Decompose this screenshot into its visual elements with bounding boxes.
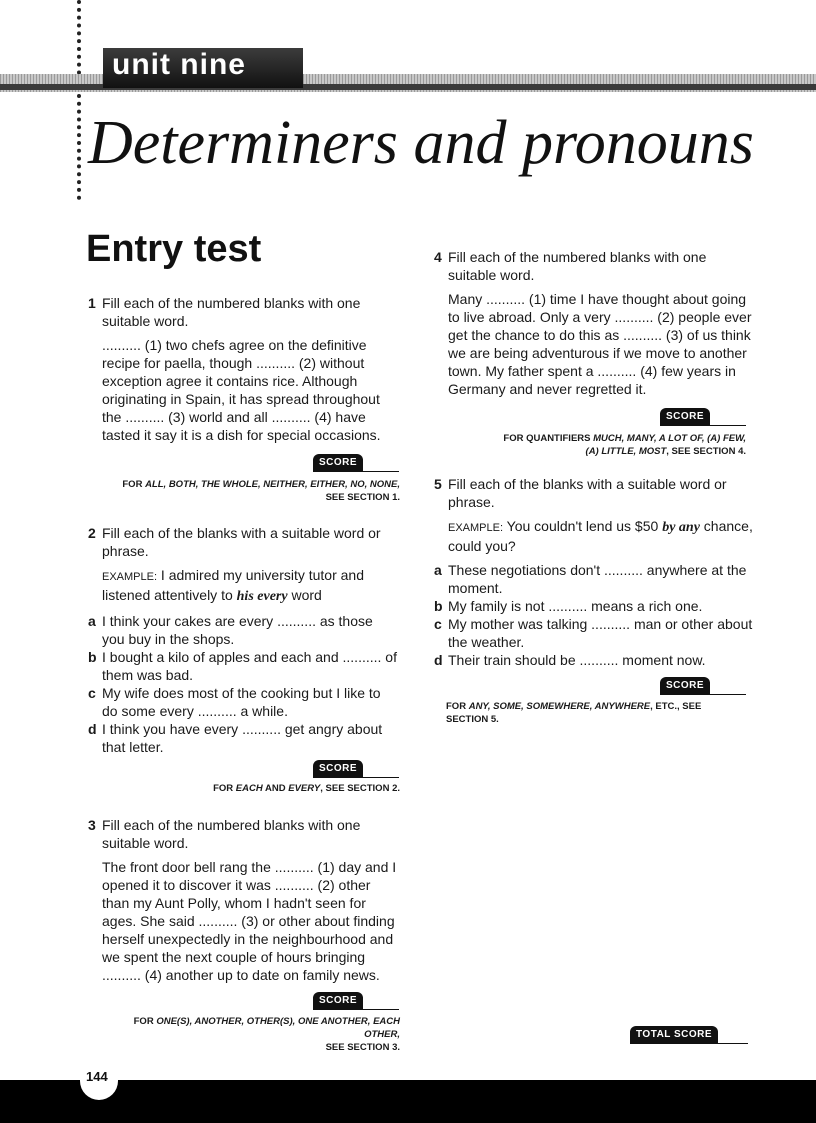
ref-terms: ALL, BOTH, THE WHOLE, NEITHER, EITHER, NO, NONE, [145,479,400,490]
unit-label: unit nine [112,48,246,78]
question-instruction: Fill each of the numbered blanks with one suitable word. [102,295,361,329]
score-line [630,1043,748,1044]
ref-terms: MUCH, MANY, A LOT OF, (A) FEW, [593,433,746,444]
question-instruction: Fill each of the numbered blanks with one suitable word. [102,817,361,851]
question-number: 3 [88,817,96,833]
question-text: Many .......... (1) time I have thought about going to live abroad. Only a very .......... (2) people ever get the chance to do this as .......... (3) of us think we are being adventurous if we move to another town. My father spent a .......... (4) few years in Germany and never regretted it. [448,291,752,397]
score-label: SCORE [313,454,363,471]
list-item [434,561,754,597]
question-number: 2 [88,525,96,541]
item-text: My wife does most of the cooking but I like to do some every .......... a while. [102,685,381,719]
ref-tail: , SEE SECTION 2. [320,783,400,794]
score-label: SCORE [660,408,710,425]
example-text: I admired my university tutor and listened attentively to [102,567,365,603]
example-end: chance, could you? [448,518,753,554]
list-item [88,612,398,648]
score-line [313,471,399,472]
score-label: SCORE [313,760,363,777]
ref-tail: SEE SECTION 1. [325,492,400,503]
item-text: These negotiations don't .......... anywhere at the moment. [448,562,747,596]
question-number: 4 [434,249,442,265]
item-letter: a [88,613,96,629]
item-text: My family is not .......... means a rich one. [448,598,703,614]
ref-mid: AND [262,783,289,794]
example-answer: his every [236,589,288,604]
item-text: I bought a kilo of apples and each and .......... of them was bad. [102,649,397,683]
question-example [102,566,398,606]
score-line [313,777,399,778]
item-letter: d [434,652,443,668]
entry-test-title: Entry test [86,228,262,270]
score-box-4 [660,406,746,426]
question-text: .......... (1) two chefs agree on the definitive recipe for paella, though .......... (2) without exception agree it contains rice. Although originating in Spain, it has spread throughout the .......... (3) world and all .......... (4) have tasted it say it is a dish for special occasions. [102,337,381,443]
ref-terms: ANY, SOME, SOMEWHERE, ANYWHERE [468,701,651,712]
example-label: EXAMPLE: [102,571,158,583]
total-score-box [630,1024,748,1044]
ref-terms: EACH [235,783,263,794]
chapter-title: Determiners and pronouns [88,109,754,177]
ref-tail: SEE SECTION 3. [325,1042,400,1053]
list-item [88,684,398,720]
item-letter: b [434,598,443,614]
total-score-label: TOTAL SCORE [630,1026,718,1043]
ref-lead: FOR [446,701,469,712]
score-line [660,425,746,426]
item-letter: c [88,685,96,701]
question-text: The front door bell rang the .......... (1) day and I opened it to discover it was .......... (2) other than my Aunt Polly, whom I hadn't seen for ages. She said .......... (3) or other about finding herself unexpectedly in the neighbourhood and we spent the next couple of hours bringing .......... (4) another up to date on family news. [102,859,397,983]
list-item [434,615,754,651]
item-letter: d [88,721,97,737]
ref-tail: , ETC., SEE SECTION 5. [446,701,702,725]
question-2 [88,524,398,756]
ref-lead: FOR [133,1016,157,1027]
question-instruction: Fill each of the blanks with a suitable word or phrase. [102,525,381,559]
page-number: 144 [86,1069,108,1084]
ref-terms: EVERY [288,783,321,794]
score-label: SCORE [660,677,710,694]
score-box-1 [313,452,399,472]
score-box-5 [660,675,746,695]
footer-bar [0,1080,816,1123]
question-4 [434,248,754,404]
section-reference-4 [470,432,746,458]
question-5 [434,475,754,669]
section-reference-3 [100,1015,400,1054]
question-instruction: Fill each of the numbered blanks with one suitable word. [448,249,707,283]
ref-lead: FOR [122,479,146,490]
item-letter: b [88,649,97,665]
example-label: EXAMPLE: [448,522,504,534]
score-line [660,694,746,695]
question-instruction: Fill each of the blanks with a suitable word or phrase. [448,476,727,510]
item-text: Their train should be .......... moment now. [448,652,706,668]
dotted-margin-line [77,0,81,200]
section-reference-1 [110,478,400,504]
example-text: You couldn't lend us $50 [506,518,659,534]
ref-terms: ONE(S), ANOTHER, OTHER(S), ONE ANOTHER, EACH OTHER, [156,1016,400,1040]
score-label: SCORE [313,992,363,1009]
ref-lead: FOR QUANTIFIERS [503,433,594,444]
item-text: My mother was talking .......... man or other about the weather. [448,616,753,650]
list-item [88,720,398,756]
score-box-2 [313,758,399,778]
score-box-3 [313,990,399,1010]
ref-terms: (A) LITTLE, MOST [585,446,667,457]
item-text: I think you have every .......... get angry about that letter. [102,721,383,755]
list-item [88,648,398,684]
ref-tail: , SEE SECTION 4. [666,446,746,457]
list-item [434,597,754,615]
question-number: 1 [88,295,96,311]
item-letter: a [434,562,442,578]
item-text: I think your cakes are every .......... as those you buy in the shops. [102,613,373,647]
example-answer: by any [662,520,700,535]
example-end: word [291,587,322,603]
question-example [448,517,754,555]
list-item [434,651,754,669]
ref-lead: FOR [213,783,236,794]
item-letter: c [434,616,442,632]
score-line [313,1009,399,1010]
section-reference-5 [446,700,746,726]
section-reference-2 [110,782,400,795]
question-3 [88,816,398,990]
question-1 [88,294,398,450]
question-number: 5 [434,476,442,492]
